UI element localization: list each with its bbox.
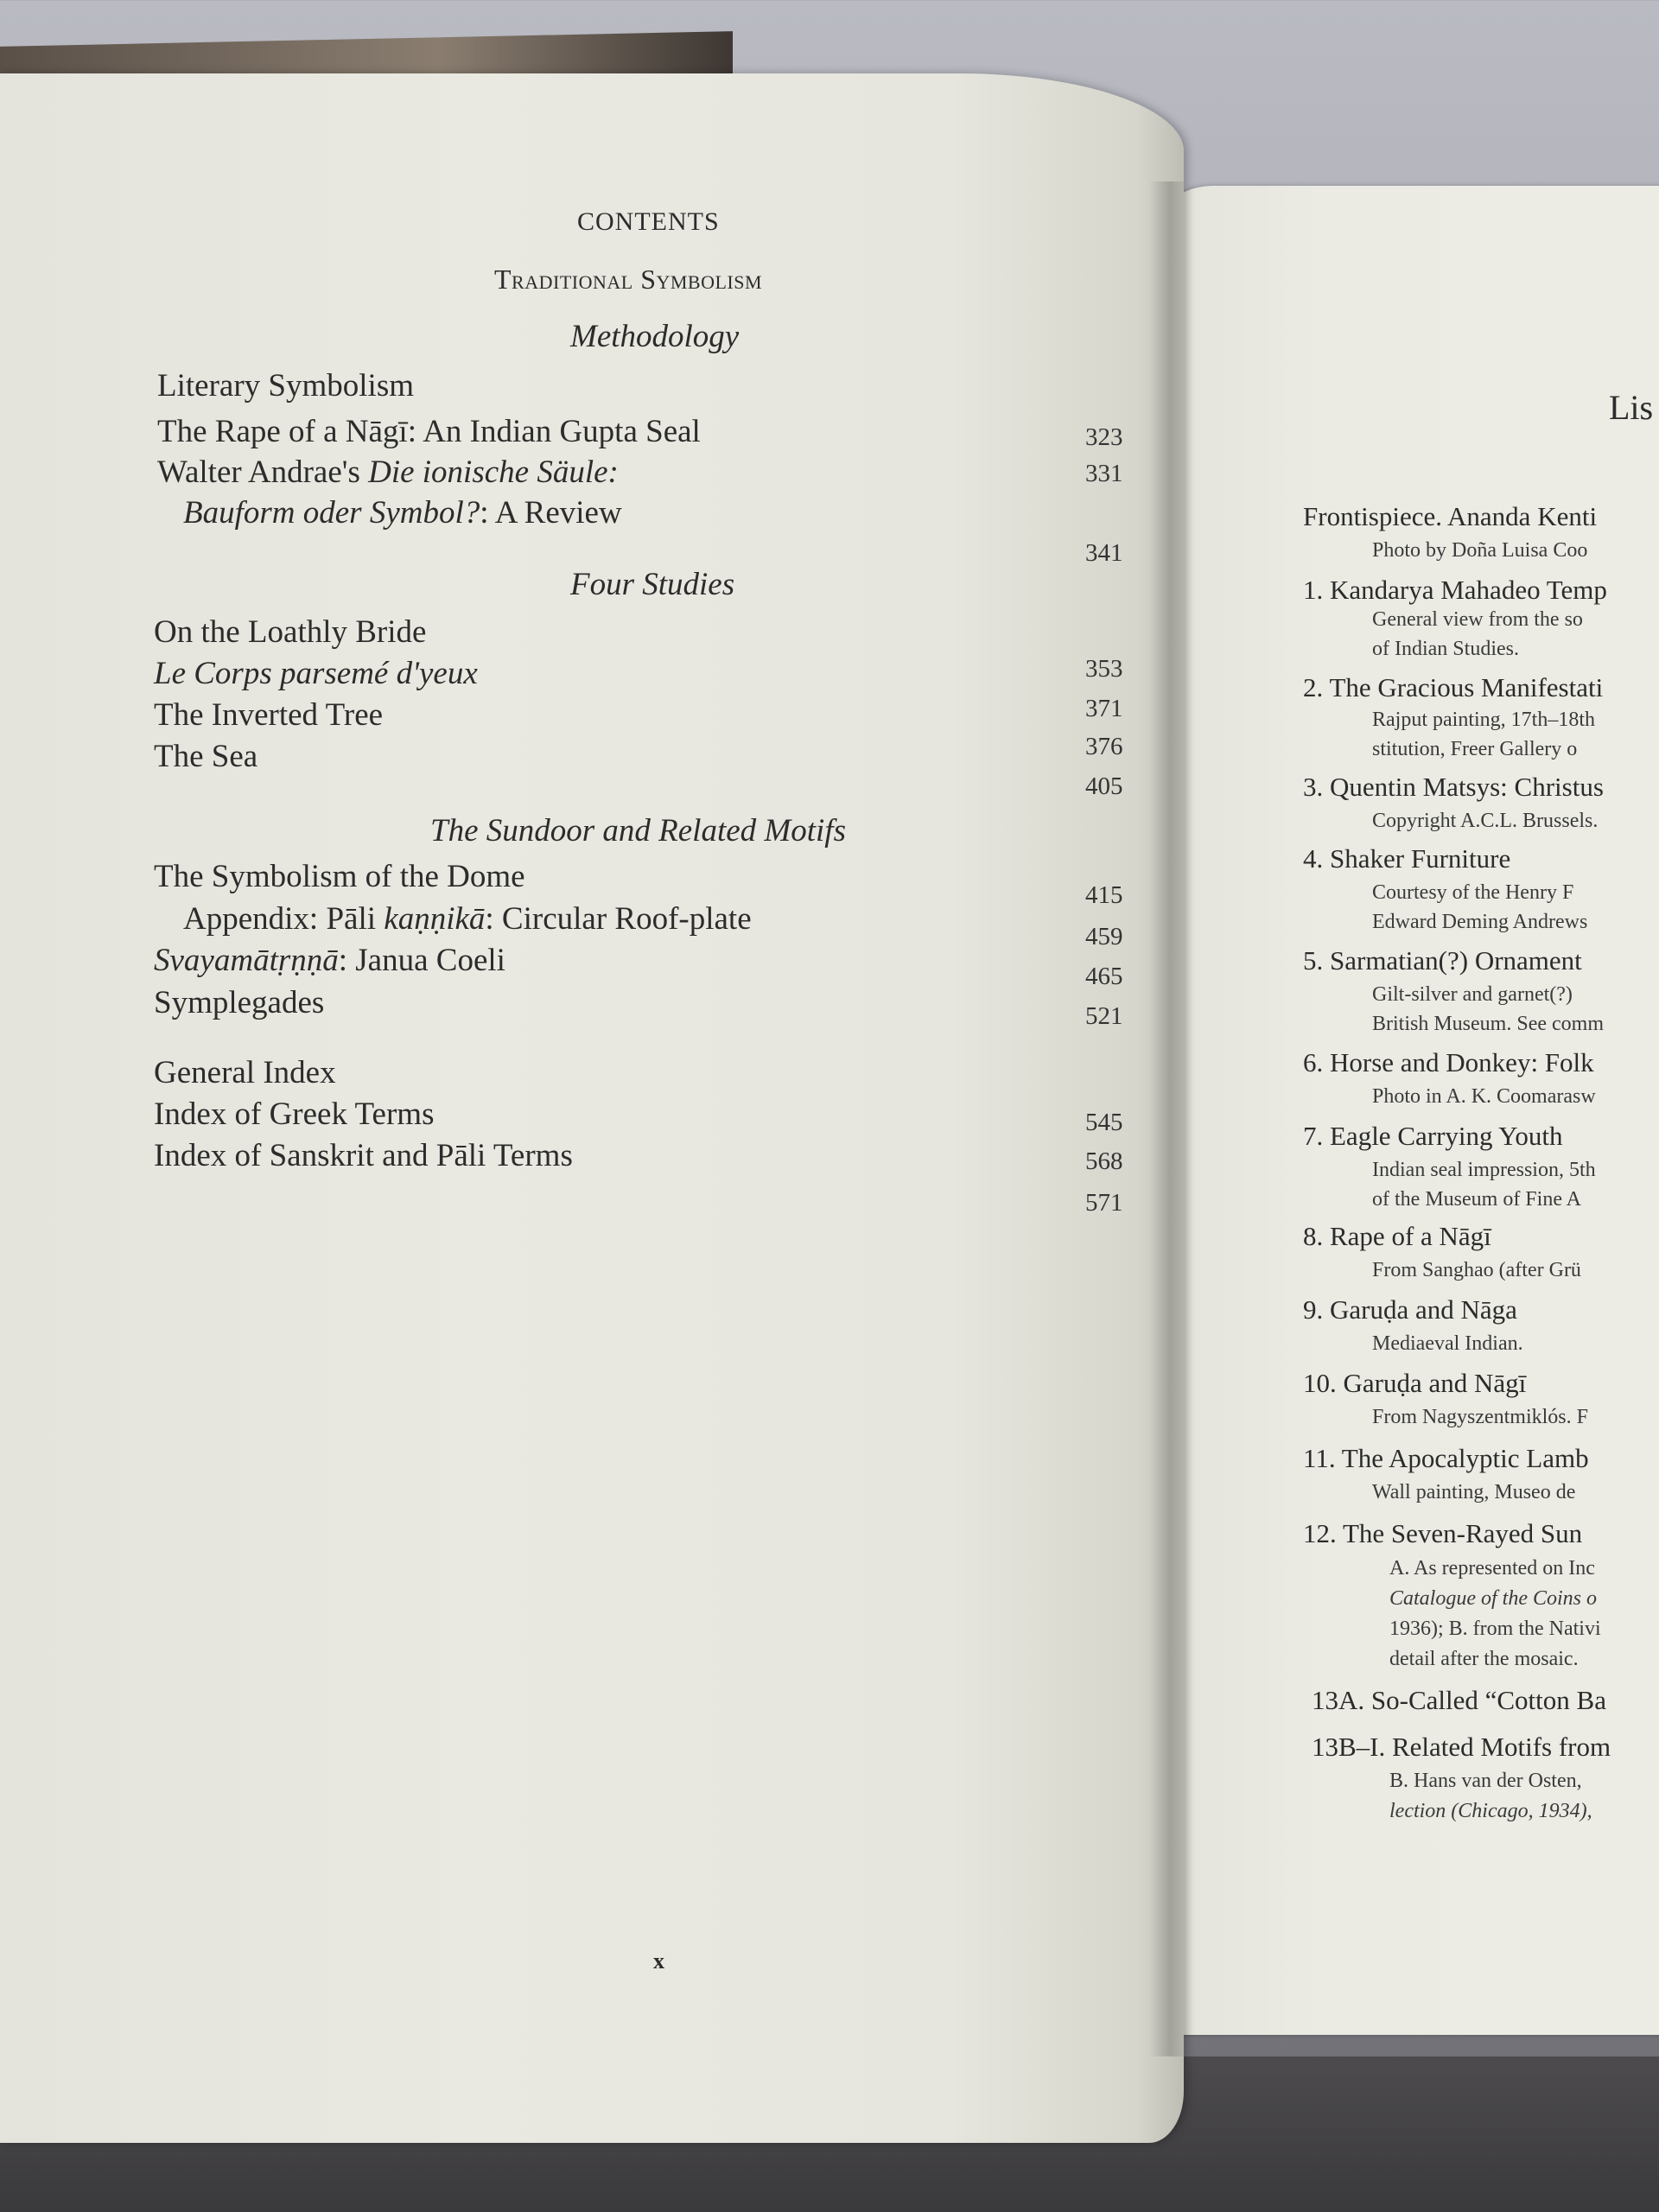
toc-entry: Literary Symbolism [157, 368, 414, 404]
toc-entry: Walter Andrae's Die ionische Säule: [157, 454, 619, 490]
plate-entry: 3. Quentin Matsys: Christus [1303, 772, 1604, 802]
contents-header: CONTENTS [577, 207, 720, 236]
toc-entry: Index of Greek Terms [154, 1096, 435, 1132]
page-number: 341 [1085, 539, 1123, 567]
plate-entry: 9. Garuḍa and Nāga [1303, 1294, 1517, 1325]
plate-entry: 1. Kandarya Mahadeo Temp [1303, 575, 1607, 605]
toc-entry: General Index [154, 1055, 336, 1090]
plate-entry: 12. The Seven-Rayed Sun [1303, 1518, 1583, 1548]
page-number: 371 [1085, 695, 1123, 722]
plate-caption: Rajput painting, 17th–18th [1372, 709, 1595, 731]
plate-entry: 11. The Apocalyptic Lamb [1303, 1443, 1589, 1473]
plate-caption: of the Museum of Fine A [1372, 1188, 1581, 1211]
page-number: 405 [1085, 772, 1123, 800]
toc-entry: On the Loathly Bride [154, 614, 427, 650]
plate-entry: 13A. So-Called “Cotton Ba [1312, 1685, 1606, 1715]
plate-caption: Photo in A. K. Coomarasw [1372, 1085, 1596, 1108]
plate-entry: 4. Shaker Furniture [1303, 843, 1511, 874]
plate-caption: Edward Deming Andrews [1372, 911, 1588, 933]
section-title-four-studies: Four Studies [570, 567, 735, 602]
plate-entry: 13B–I. Related Motifs from [1312, 1732, 1611, 1762]
section-title-sundoor: The Sundoor and Related Motifs [430, 813, 846, 849]
plate-caption: Catalogue of the Coins o [1389, 1587, 1597, 1610]
plate-entry: 5. Sarmatian(?) Ornament [1303, 945, 1582, 976]
plate-caption: 1936); B. from the Nativi [1389, 1618, 1601, 1640]
page-number: 415 [1085, 881, 1123, 909]
plate-caption: British Museum. See comm [1372, 1013, 1604, 1035]
plate-entry: 6. Horse and Donkey: Folk [1303, 1047, 1594, 1077]
plate-caption: Photo by Doña Luisa Coo [1372, 539, 1588, 562]
toc-entry: The Rape of a Nāgī: An Indian Gupta Seal [157, 414, 701, 449]
plate-caption: B. Hans van der Osten, [1389, 1770, 1582, 1792]
toc-entry: Index of Sanskrit and Pāli Terms [154, 1138, 573, 1173]
plate-caption: General view from the so [1372, 608, 1583, 631]
toc-entry: The Sea [154, 739, 258, 774]
plate-caption: detail after the mosaic. [1389, 1648, 1579, 1670]
page-number: 376 [1085, 733, 1123, 760]
plate-caption: Copyright A.C.L. Brussels. [1372, 810, 1599, 832]
part-title: Traditional Symbolism [494, 264, 763, 295]
toc-entry: Appendix: Pāli kaṇṇikā: Circular Roof-plate [183, 901, 752, 937]
gutter-shadow [1149, 181, 1184, 2056]
page-folio: x [653, 1948, 664, 1974]
toc-entry: Symplegades [154, 985, 325, 1020]
page-number: 353 [1085, 655, 1123, 683]
page-number: 331 [1085, 460, 1123, 487]
page-number: 459 [1085, 923, 1123, 950]
toc-entry: The Symbolism of the Dome [154, 859, 525, 894]
plate-caption: Courtesy of the Henry F [1372, 881, 1574, 904]
section-title-methodology: Methodology [570, 319, 740, 354]
plate-caption: A. As represented on Inc [1389, 1557, 1595, 1580]
page-number: 568 [1085, 1147, 1123, 1175]
plate-caption: Wall painting, Museo de [1372, 1481, 1576, 1503]
toc-entry: Le Corps parsemé d'yeux [154, 656, 478, 691]
plate-caption: of Indian Studies. [1372, 638, 1519, 660]
plate-entry: Frontispiece. Ananda Kenti [1303, 501, 1598, 531]
page-number: 465 [1085, 963, 1123, 990]
plate-caption: lection (Chicago, 1934), [1389, 1800, 1592, 1822]
toc-entry: Bauform oder Symbol?: A Review [183, 495, 622, 531]
plate-entry: 2. The Gracious Manifestati [1303, 672, 1604, 702]
page-number: 571 [1085, 1189, 1123, 1217]
plate-caption: From Nagyszentmiklós. F [1372, 1406, 1588, 1428]
page-number: 521 [1085, 1002, 1123, 1030]
plate-caption: Mediaeval Indian. [1372, 1332, 1523, 1355]
toc-entry: Svayamātṛṇṇā: Janua Coeli [154, 943, 505, 978]
plate-caption: Gilt-silver and garnet(?) [1372, 983, 1573, 1006]
plate-caption: Indian seal impression, 5th [1372, 1159, 1596, 1181]
toc-entry: The Inverted Tree [154, 697, 384, 733]
plate-caption: stitution, Freer Gallery o [1372, 738, 1578, 760]
plate-caption: From Sanghao (after Grü [1372, 1259, 1581, 1281]
page-number: 545 [1085, 1109, 1123, 1136]
page-number: 323 [1085, 423, 1123, 451]
list-title-fragment: Lis [1609, 388, 1654, 427]
plate-entry: 7. Eagle Carrying Youth [1303, 1121, 1563, 1151]
plate-entry: 10. Garuḍa and Nāgī [1303, 1368, 1527, 1398]
plate-entry: 8. Rape of a Nāgī [1303, 1221, 1491, 1251]
